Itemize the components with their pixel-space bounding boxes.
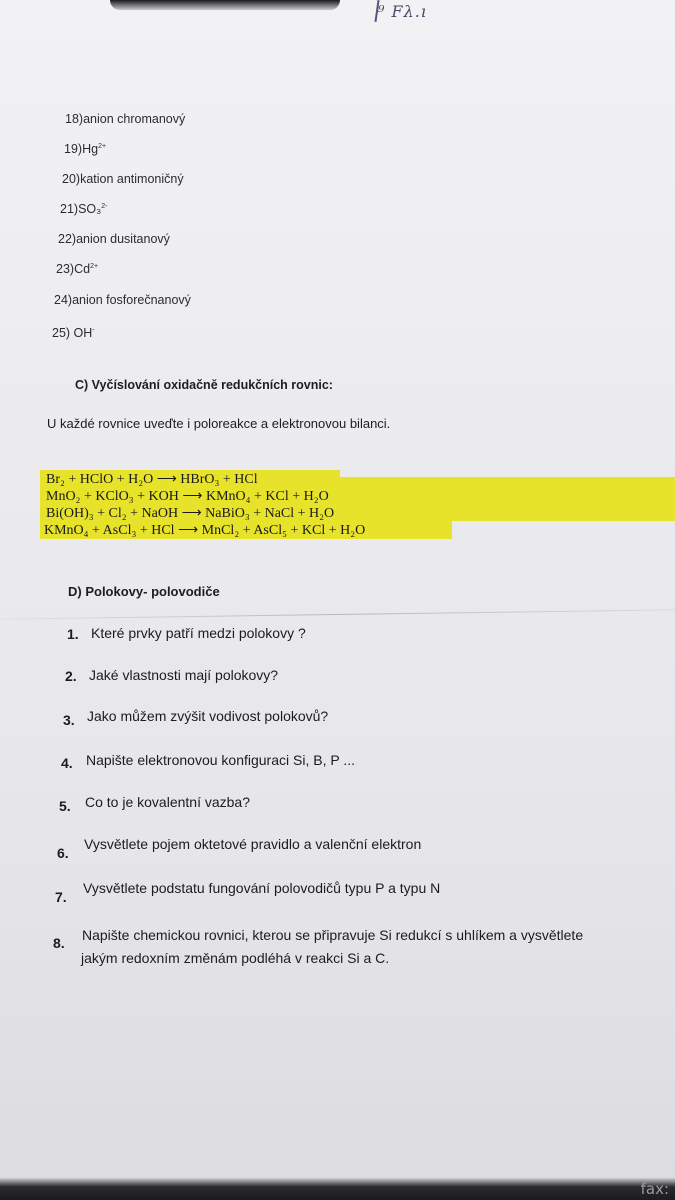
question-text-continued: jakým redoxním změnám podléhá v reakci Si a C. (81, 950, 390, 966)
paper-fold-line (0, 609, 675, 619)
question-number: 4. (61, 755, 73, 771)
question-number: 2. (65, 668, 77, 684)
equation-1: Br₂ + HClO + H₂O ⟶ HBrO₃ + HCl (46, 472, 258, 487)
top-shadow (110, 0, 340, 10)
question-text: Které prvky patří medzi polokovy ? (91, 625, 306, 641)
question-number: 1. (67, 626, 79, 642)
ion-item-24: 24)anion fosforečnanový (54, 293, 191, 307)
section-c-heading: C) Vyčíslování oxidačně redukčních rovnic: (75, 378, 333, 392)
ion-item-22: 22)anion dusitanový (58, 232, 170, 246)
ion-item-20: 20)kation antimoničný (62, 172, 184, 186)
handwritten-note: ⁹ Fλ.ı (378, 2, 427, 21)
question-text: Napište elektronovou konfiguraci Si, B, P ... (86, 752, 355, 768)
section-d-heading: D) Polokovy- polovodiče (68, 584, 220, 599)
question-number: 8. (53, 935, 65, 951)
equation-3: Bi(OH)₃ + Cl₂ + NaOH ⟶ NaBiO₃ + NaCl + H₂O (46, 506, 335, 521)
ion-item-18: 18)anion chromanový (65, 112, 186, 126)
section-c-instruction: U každé rovnice uveďte i poloreakce a elektronovou bilanci. (47, 416, 391, 431)
ion-item-23: $23)Cd^{2+}$ (56, 262, 99, 276)
fax-label: fax: (640, 1180, 669, 1198)
question-text: Vysvětlete pojem oktetové pravidlo a valenční elektron (84, 836, 422, 852)
ion-item-25: 25) OH- (52, 326, 95, 340)
equation-4: KMnO₄ + AsCl₃ + HCl ⟶ MnCl₂ + AsCl₅ + KCl + H₂O (44, 523, 366, 538)
question-number: 3. (63, 712, 75, 728)
ion-item-19: $19)Hg^{2+}$ (64, 142, 107, 156)
question-text: Jako můžem zvýšit vodivost polokovů? (87, 708, 329, 724)
question-text: Napište chemickou rovnici, kterou se připravuje Si redukcí s uhlíkem a vysvětlete (82, 927, 584, 943)
bottom-edge (0, 1178, 675, 1200)
question-number: 5. (59, 798, 71, 814)
question-text: Jaké vlastnosti mají polokovy? (89, 667, 279, 683)
question-number: 7. (55, 889, 67, 905)
question-text: Vysvětlete podstatu fungování polovodičů typu P a typu N (83, 880, 441, 896)
question-number: 6. (57, 845, 69, 861)
equations-highlight (40, 470, 675, 546)
ion-item-21: 21)SO₃$^{2-}$ (60, 202, 108, 216)
question-text: Co to je kovalentní vazba? (85, 794, 250, 810)
equation-2: MnO₂ + KClO₃ + KOH ⟶ KMnO₄ + KCl + H₂O (46, 489, 329, 504)
